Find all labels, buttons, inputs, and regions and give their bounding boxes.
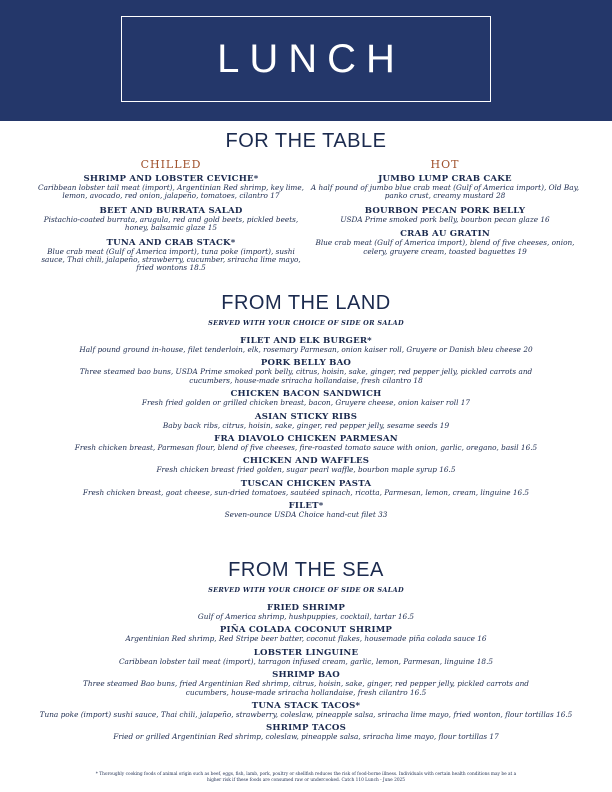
item-description: Fried or grilled Argentinian Red shrimp, coleslaw, pineapple salsa, sriracha lime mayo, flour tortillas 17 xyxy=(113,732,499,742)
item-description: Half pound ground in-house, filet tenderloin, elk, rosemary Parmesan, onion kaiser roll, Gruyere or Danish bleu cheese 20 xyxy=(79,345,533,354)
menu-item xyxy=(20,723,592,741)
menu-item xyxy=(20,501,592,519)
item-name: SHRIMP TACOS xyxy=(266,723,346,734)
item-description: USDA Prime smoked pork belly, bourbon pecan glaze 16 xyxy=(340,214,550,224)
menu-item xyxy=(310,229,580,256)
item-description: Seven-ounce USDA Choice hand-cut filet 33 xyxy=(224,510,388,520)
section-heading-sea: FROM THE SEA xyxy=(228,559,384,581)
item-name: CHICKEN AND WAFFLES xyxy=(242,456,370,467)
item-name: BEET AND BURRATA SALAD xyxy=(99,205,243,216)
item-name: CRAB AU GRATIN xyxy=(400,229,490,240)
section-heading-table: FOR THE TABLE xyxy=(225,130,387,152)
item-description: Argentinian Red shrimp, Red Stripe beer batter, coconut flakes, housemade piña colada sauce 16 xyxy=(125,634,487,644)
item-name: TUNA AND CRAB STACK* xyxy=(106,237,236,248)
menu-item xyxy=(20,389,592,407)
item-name: SHRIMP BAO xyxy=(272,670,340,681)
item-name: SHRIMP AND LOBSTER CEVICHE* xyxy=(83,174,259,184)
item-description: Fresh chicken breast fried golden, sugar pearl waffle, bourbon maple syrup 16.5 xyxy=(156,465,456,475)
item-name: CHICKEN BACON SANDWICH xyxy=(230,389,382,400)
menu-item xyxy=(36,238,306,273)
menu-item xyxy=(20,434,592,452)
lunch-banner xyxy=(0,0,612,121)
menu-item xyxy=(20,701,592,719)
menu-item xyxy=(310,174,580,201)
menu-item xyxy=(20,625,592,643)
item-name: LOBSTER LINGUINE xyxy=(253,647,359,658)
chilled-title: CHILLED xyxy=(140,158,202,171)
chilled-column xyxy=(36,158,306,278)
item-name: BOURBON PECAN PORK BELLY xyxy=(364,205,526,216)
item-name: FILET* xyxy=(288,501,324,512)
item-description: Blue crab meat (Gulf of America import), tuna poke (import), sushi sauce, Thai chili, jalapeño, strawberry, cucumber, sriracha lime mayo, fried wontons 18.5 xyxy=(41,246,301,273)
page-title: LUNCH xyxy=(217,36,405,81)
item-description: Three steamed bao buns, USDA Prime smoked pork belly, citrus, hoisin, sake, ginger, red pepper jelly, pickled carrots and cucumbers, house-made sriracha hollandaise, fresh cilantro 18 xyxy=(79,367,533,385)
menu-item xyxy=(20,648,592,666)
item-name: PIÑA COLADA COCONUT SHRIMP xyxy=(219,625,393,636)
item-description: Pistachio-coated burrata, arugula, red and gold beets, pickled beets, honey, balsamic glaze 15 xyxy=(43,214,299,233)
item-name: PORK BELLY BAO xyxy=(260,358,352,369)
item-description: Caribbean lobster tail meat (import), Argentinian Red shrimp, key lime, lemon, avocado, red onion, jalapeño, tomatoes, cilantro 17 xyxy=(38,183,304,201)
menu-item xyxy=(20,336,592,354)
item-description: Three steamed Bao buns, fried Argentinian Red shrimp, citrus, hoisin, sake, ginger, red pepper jelly, pickled carrots and cucumbers, house-made sriracha hollandaise, fresh cilantro 16.5 xyxy=(83,679,529,697)
item-name: JUMBO LUMP CRAB CAKE xyxy=(378,174,512,184)
item-name: ASIAN STICKY RIBS xyxy=(254,411,358,422)
item-description: Fresh chicken breast, goat cheese, sun-dried tomatoes, sautéed spinach, ricotta, Parmesan, lemon, cream, linguine 16.5 xyxy=(82,487,530,497)
item-description: Gulf of America shrimp, hushpuppies, cocktail, tartar 16.5 xyxy=(197,612,415,621)
hot-title: HOT xyxy=(430,158,460,171)
menu-item xyxy=(20,456,592,474)
item-description: Tuna poke (import) sushi sauce, Thai chili, jalapeño, strawberry, coleslaw, pineapple salsa, sriracha lime mayo, fried wonton, flour tortillas 16.5 xyxy=(39,710,573,720)
menu-item xyxy=(310,206,580,224)
item-name: TUNA STACK TACOS* xyxy=(251,701,361,712)
land-subhead: SERVED WITH YOUR CHOICE OF SIDE OR SALAD xyxy=(208,319,404,327)
menu-item xyxy=(20,358,592,385)
item-name: FRA DIAVOLO CHICKEN PARMESAN xyxy=(214,434,398,445)
sea-subhead: SERVED WITH YOUR CHOICE OF SIDE OR SALAD xyxy=(208,586,404,594)
menu-item xyxy=(20,603,592,621)
hot-column xyxy=(310,158,580,261)
menu-item xyxy=(36,206,306,233)
item-name: FILET AND ELK BURGER* xyxy=(240,336,372,346)
menu-item xyxy=(20,412,592,430)
section-heading-land: FROM THE LAND xyxy=(221,292,391,314)
sea-menu-list xyxy=(20,603,592,746)
item-description: Baby back ribs, citrus, hoisin, sake, ginger, red pepper jelly, sesame seeds 19 xyxy=(162,420,450,430)
banner-frame xyxy=(121,16,491,102)
menu-item xyxy=(36,174,306,201)
item-description: Blue crab meat (Gulf of America import), blend of five cheeses, onion, celery, gruyere cream, toasted baguettes 19 xyxy=(315,238,575,256)
footnote: * Thoroughly cooking foods of animal origin such as beef, eggs, fish, lamb, pork, poultry or shellfish reduces the risk of food-borne illness. Individuals with certain health conditions may be at a higher risk if these foods are consumed raw or undercooked. Catch 110 Lunch - June 2025 xyxy=(95,772,517,783)
item-name: FRIED SHRIMP xyxy=(266,603,346,613)
menu-item xyxy=(20,479,592,497)
item-description: Fresh chicken breast, Parmesan flour, blend of five cheeses, fire-roasted tomato sauce with onion, garlic, oregano, basil 16.5 xyxy=(74,443,538,453)
item-description: A half pound of jumbo blue crab meat (Gulf of America import), Old Bay, panko crust, creamy mustard 28 xyxy=(310,183,580,201)
item-name: TUSCAN CHICKEN PASTA xyxy=(240,478,372,489)
item-description: Caribbean lobster tail meat (import), tarragon infused cream, garlic, lemon, Parmesan, linguine 18.5 xyxy=(118,656,494,666)
land-menu-list xyxy=(20,336,592,524)
menu-item xyxy=(20,670,592,697)
item-description: Fresh fried golden or grilled chicken breast, bacon, Gruyere cheese, onion kaiser roll 17 xyxy=(141,398,471,408)
